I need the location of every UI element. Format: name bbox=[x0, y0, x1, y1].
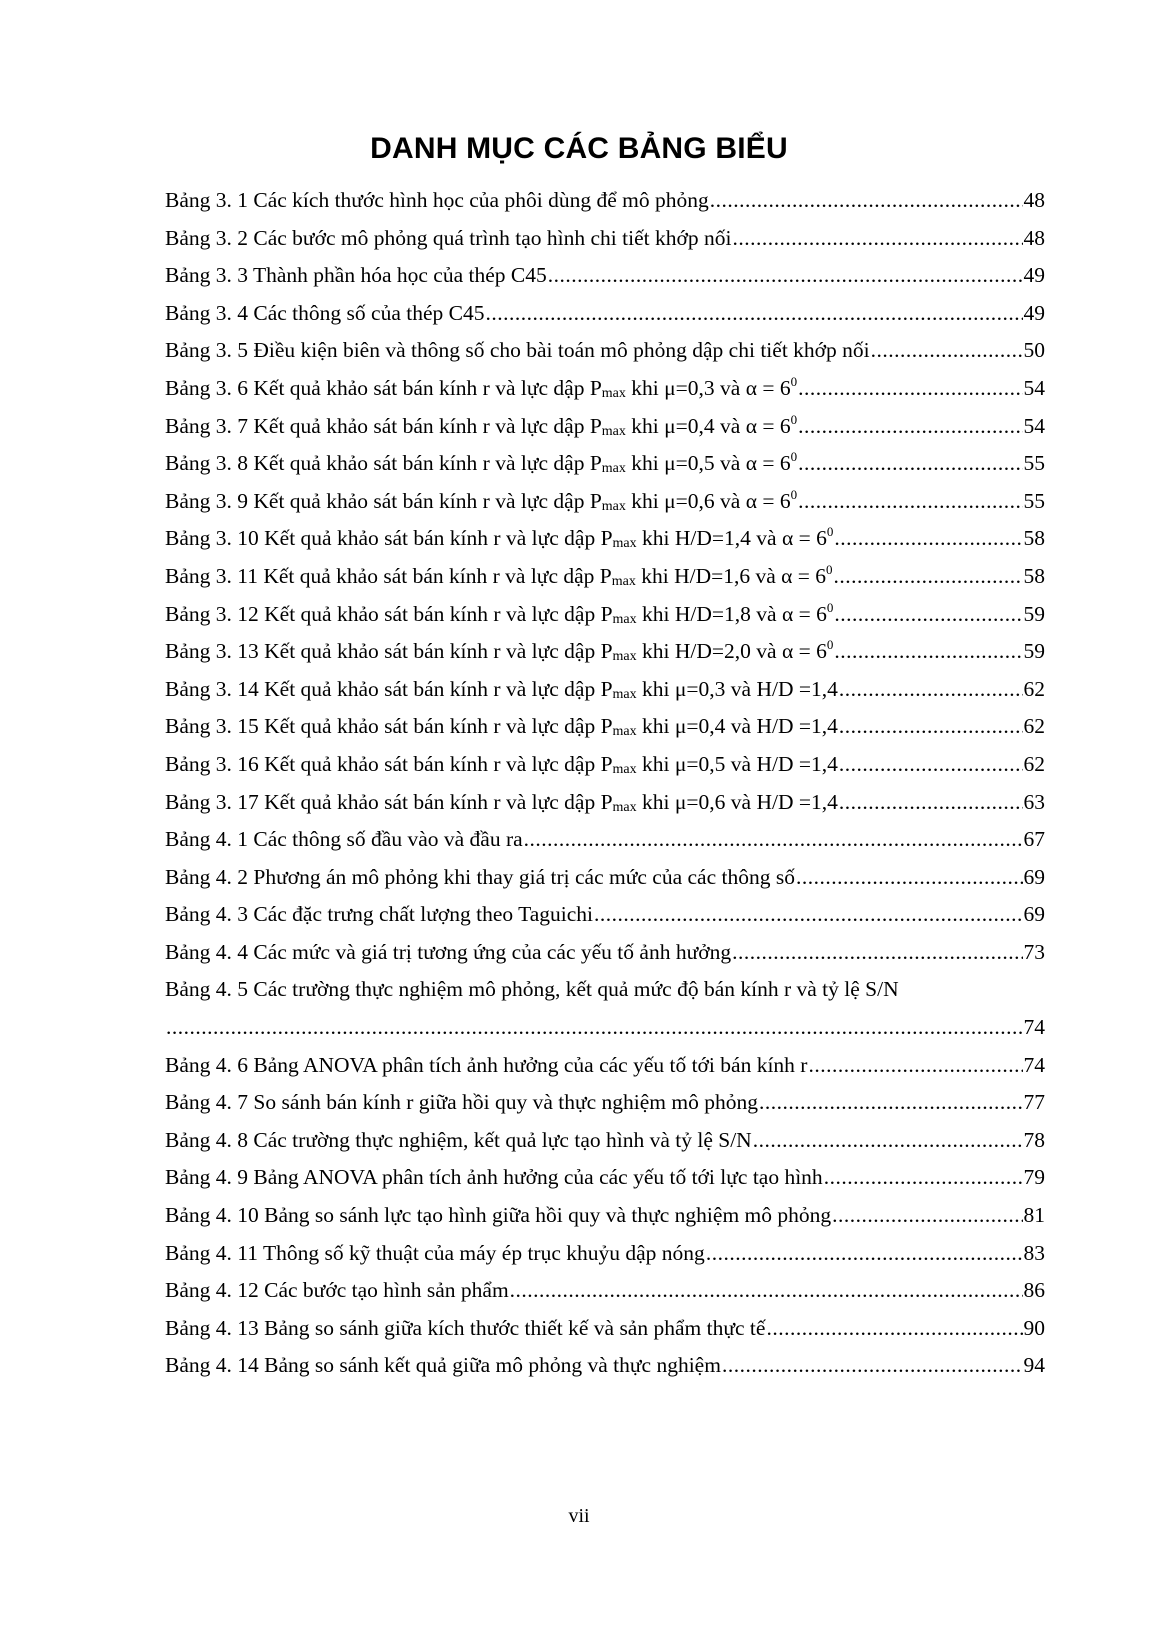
toc-entry[interactable] bbox=[165, 520, 1045, 558]
superscript-degree: 0 bbox=[826, 599, 834, 615]
toc-entry-page: 69 bbox=[1023, 864, 1045, 889]
toc-entry-condition: khi μ=0,6 và H/D =1,4 bbox=[636, 789, 838, 814]
toc-entry[interactable] bbox=[165, 821, 1045, 859]
toc-entry-condition: khi H/D=1,8 và α = 6 bbox=[636, 601, 827, 626]
subscript-max: max bbox=[601, 461, 626, 477]
toc-entry[interactable] bbox=[165, 1235, 1045, 1273]
toc-entry-condition: khi H/D=1,4 và α = 6 bbox=[636, 526, 827, 551]
dot-leader bbox=[798, 370, 1022, 408]
toc-entry-title: Bảng 4. 5 Các trường thực nghiệm mô phỏng, kết quả mức độ bán kính r và tỷ lệ S/N bbox=[165, 977, 899, 1002]
toc-entry-page: 49 bbox=[1023, 300, 1045, 325]
toc-entry[interactable] bbox=[165, 1272, 1045, 1310]
toc-entry-title: Bảng 3. 17 Kết quả khảo sát bán kính r và lực dập P bbox=[165, 789, 613, 814]
dot-leader bbox=[524, 821, 1023, 859]
toc-entry-title: Bảng 4. 14 Bảng so sánh kết quả giữa mô phỏng và thực nghiệm bbox=[165, 1353, 721, 1378]
toc-entry-title: Bảng 3. 12 Kết quả khảo sát bán kính r và lực dập P bbox=[165, 601, 613, 626]
toc-entry-page: 49 bbox=[1023, 263, 1045, 288]
toc-entry-title: Bảng 3. 8 Kết quả khảo sát bán kính r và lực dập P bbox=[165, 451, 602, 476]
dot-leader bbox=[722, 1347, 1023, 1385]
toc-entry-page: 90 bbox=[1023, 1315, 1045, 1340]
toc-entry-title: Bảng 3. 6 Kết quả khảo sát bán kính r và lực dập P bbox=[165, 375, 602, 400]
toc-entry-page: 62 bbox=[1023, 751, 1045, 776]
toc-entry-page: 83 bbox=[1023, 1240, 1045, 1265]
subscript-max: max bbox=[601, 385, 626, 401]
toc-entry-title: Bảng 4. 6 Bảng ANOVA phân tích ảnh hưởng của các yếu tố tới bán kính r bbox=[165, 1052, 808, 1077]
dot-leader bbox=[839, 708, 1023, 746]
toc-entry-page: 54 bbox=[1023, 375, 1045, 400]
dot-leader bbox=[871, 332, 1023, 370]
toc-entry-title: Bảng 4. 9 Bảng ANOVA phân tích ảnh hưởng của các yếu tố tới lực tạo hình bbox=[165, 1165, 823, 1190]
toc-entry-page: 50 bbox=[1023, 338, 1045, 363]
subscript-max: max bbox=[612, 724, 637, 740]
toc-entry-title: Bảng 4. 7 So sánh bán kính r giữa hồi quy và thực nghiệm mô phỏng bbox=[165, 1090, 758, 1115]
toc-entry-condition: khi H/D=1,6 và α = 6 bbox=[635, 563, 827, 588]
toc-entry[interactable] bbox=[165, 633, 1045, 671]
table-list bbox=[165, 182, 1045, 1385]
dot-leader bbox=[808, 1047, 1022, 1085]
toc-entry-page: 77 bbox=[1023, 1090, 1045, 1115]
toc-entry-page: 81 bbox=[1023, 1203, 1045, 1228]
subscript-max: max bbox=[612, 611, 637, 627]
toc-entry[interactable] bbox=[165, 257, 1045, 295]
toc-entry-title: Bảng 4. 13 Bảng so sánh giữa kích thước thiết kế và sản phẩm thực tế bbox=[165, 1315, 766, 1340]
dot-leader bbox=[548, 257, 1023, 295]
toc-entry[interactable] bbox=[165, 408, 1045, 446]
toc-entry-page: 59 bbox=[1023, 639, 1045, 664]
superscript-degree: 0 bbox=[790, 486, 798, 502]
dot-leader bbox=[510, 1272, 1023, 1310]
toc-entry[interactable] bbox=[165, 746, 1045, 784]
toc-entry-title: Bảng 3. 1 Các kích thước hình học của phôi dùng để mô phỏng bbox=[165, 188, 709, 212]
toc-entry-page: 62 bbox=[1023, 714, 1045, 739]
dot-leader bbox=[839, 746, 1023, 784]
dot-leader bbox=[834, 633, 1022, 671]
toc-entry-title: Bảng 4. 11 Thông số kỹ thuật của máy ép trục khuỷu dập nóng bbox=[165, 1240, 705, 1265]
toc-entry-condition: khi μ=0,5 và α = 6 bbox=[625, 451, 791, 476]
toc-entry-page: 74 bbox=[1023, 1015, 1045, 1040]
toc-entry-condition: khi μ=0,3 và H/D =1,4 bbox=[636, 676, 838, 701]
dot-leader bbox=[732, 220, 1022, 258]
toc-entry[interactable] bbox=[165, 784, 1045, 822]
toc-entry[interactable] bbox=[165, 558, 1045, 596]
toc-entry-page: 59 bbox=[1023, 601, 1045, 626]
toc-entry[interactable] bbox=[165, 934, 1045, 972]
toc-entry-page: 67 bbox=[1023, 827, 1045, 852]
toc-entry-title: Bảng 4. 10 Bảng so sánh lực tạo hình giữa hồi quy và thực nghiệm mô phỏng bbox=[165, 1203, 832, 1228]
toc-entry[interactable] bbox=[165, 1047, 1045, 1085]
dot-leader bbox=[834, 558, 1023, 596]
toc-entry[interactable] bbox=[165, 596, 1045, 634]
toc-entry-page: 63 bbox=[1023, 789, 1045, 814]
toc-entry-title: Bảng 3. 13 Kết quả khảo sát bán kính r và lực dập P bbox=[165, 639, 613, 664]
dot-leader bbox=[706, 1235, 1023, 1273]
dot-leader bbox=[732, 934, 1022, 972]
superscript-degree: 0 bbox=[826, 637, 834, 653]
dot-leader bbox=[832, 1197, 1022, 1235]
toc-entry[interactable] bbox=[165, 1159, 1045, 1197]
dot-leader bbox=[710, 182, 1023, 220]
toc-entry[interactable] bbox=[165, 182, 1045, 220]
dot-leader bbox=[798, 483, 1022, 521]
subscript-max: max bbox=[611, 573, 636, 589]
dot-leader bbox=[594, 896, 1022, 934]
toc-entry-condition: khi μ=0,4 và H/D =1,4 bbox=[636, 714, 838, 739]
toc-entry-page: 69 bbox=[1023, 902, 1045, 927]
dot-leader bbox=[834, 520, 1022, 558]
dot-leader bbox=[798, 445, 1022, 483]
toc-entry-page: 86 bbox=[1023, 1278, 1045, 1303]
subscript-max: max bbox=[612, 761, 637, 777]
toc-entry-page: 58 bbox=[1023, 563, 1045, 588]
toc-entry-title: Bảng 3. 7 Kết quả khảo sát bán kính r và lực dập P bbox=[165, 413, 602, 438]
toc-entry[interactable] bbox=[165, 332, 1045, 370]
toc-entry[interactable] bbox=[165, 896, 1045, 934]
toc-entry[interactable] bbox=[165, 370, 1045, 408]
toc-entry[interactable] bbox=[165, 1084, 1045, 1122]
toc-entry-page: 55 bbox=[1023, 451, 1045, 476]
toc-entry-title: Bảng 4. 8 Các trường thực nghiệm, kết quả lực tạo hình và tỷ lệ S/N bbox=[165, 1127, 752, 1152]
page-title: DANH MỤC CÁC BẢNG BIỂU bbox=[370, 132, 788, 165]
toc-entry-title: Bảng 4. 3 Các đặc trưng chất lượng theo Taguichi bbox=[165, 902, 594, 927]
superscript-degree: 0 bbox=[826, 561, 833, 577]
toc-entry[interactable] bbox=[165, 671, 1045, 709]
toc-entry-title: Bảng 3. 2 Các bước mô phỏng quá trình tạo hình chi tiết khớp nối bbox=[165, 225, 732, 250]
toc-entry-title: Bảng 3. 16 Kết quả khảo sát bán kính r và lực dập P bbox=[165, 751, 613, 776]
toc-entry-page: 54 bbox=[1023, 413, 1045, 438]
subscript-max: max bbox=[612, 536, 637, 552]
toc-entry-page: 73 bbox=[1023, 939, 1045, 964]
subscript-max: max bbox=[612, 649, 637, 665]
toc-entry[interactable] bbox=[165, 971, 1045, 1046]
toc-entry-title: Bảng 3. 10 Kết quả khảo sát bán kính r và lực dập P bbox=[165, 526, 613, 551]
superscript-degree: 0 bbox=[790, 449, 798, 465]
dot-leader bbox=[753, 1122, 1023, 1160]
toc-entry-title: Bảng 3. 14 Kết quả khảo sát bán kính r và lực dập P bbox=[165, 676, 613, 701]
toc-entry-title: Bảng 4. 4 Các mức và giá trị tương ứng của các yếu tố ảnh hưởng bbox=[165, 939, 732, 964]
toc-entry-title: Bảng 3. 4 Các thông số của thép C45 bbox=[165, 300, 485, 325]
toc-entry-title: Bảng 3. 15 Kết quả khảo sát bán kính r và lực dập P bbox=[165, 714, 613, 739]
page-number: vii bbox=[568, 1505, 590, 1527]
toc-entry-title: Bảng 3. 3 Thành phần hóa học của thép C45 bbox=[165, 263, 547, 288]
toc-entry-page: 79 bbox=[1023, 1165, 1045, 1190]
toc-entry[interactable] bbox=[165, 1347, 1045, 1385]
toc-entry-title: Bảng 4. 12 Các bước tạo hình sản phẩm bbox=[165, 1278, 509, 1303]
superscript-degree: 0 bbox=[790, 411, 798, 427]
dot-leader bbox=[839, 671, 1023, 709]
toc-entry[interactable] bbox=[165, 859, 1045, 897]
subscript-max: max bbox=[612, 799, 637, 815]
toc-entry[interactable] bbox=[165, 483, 1045, 521]
toc-entry[interactable] bbox=[165, 445, 1045, 483]
toc-entry[interactable] bbox=[165, 295, 1045, 333]
toc-entry-condition: khi H/D=2,0 và α = 6 bbox=[636, 639, 827, 664]
dot-leader bbox=[166, 1009, 1023, 1047]
dot-leader bbox=[796, 859, 1023, 897]
dot-leader bbox=[766, 1310, 1022, 1348]
subscript-max: max bbox=[601, 498, 626, 514]
dot-leader bbox=[839, 784, 1023, 822]
superscript-degree: 0 bbox=[790, 373, 798, 389]
toc-entry-page: 48 bbox=[1023, 188, 1045, 212]
toc-entry-page: 55 bbox=[1023, 488, 1045, 513]
dot-leader bbox=[824, 1159, 1023, 1197]
subscript-max: max bbox=[601, 423, 626, 439]
toc-entry-condition: khi μ=0,5 và H/D =1,4 bbox=[636, 751, 838, 776]
toc-entry-page: 74 bbox=[1023, 1052, 1045, 1077]
toc-entry-condition: khi μ=0,3 và α = 6 bbox=[625, 375, 791, 400]
toc-entry-page: 62 bbox=[1023, 676, 1045, 701]
toc-entry[interactable] bbox=[165, 1122, 1045, 1160]
toc-entry-page: 48 bbox=[1023, 225, 1045, 250]
dot-leader bbox=[798, 408, 1022, 446]
toc-entry-page: 94 bbox=[1023, 1353, 1045, 1378]
superscript-degree: 0 bbox=[826, 524, 834, 540]
dot-leader bbox=[485, 295, 1022, 333]
toc-entry[interactable] bbox=[165, 1197, 1045, 1235]
toc-entry-title: Bảng 3. 5 Điều kiện biên và thông số cho bài toán mô phỏng dập chi tiết khớp nối bbox=[165, 338, 870, 363]
toc-entry[interactable] bbox=[165, 220, 1045, 258]
toc-entry-condition: khi μ=0,6 và α = 6 bbox=[625, 488, 791, 513]
toc-entry[interactable] bbox=[165, 1310, 1045, 1348]
toc-entry-page: 58 bbox=[1023, 526, 1045, 551]
dot-leader bbox=[834, 596, 1022, 634]
toc-entry-condition: khi μ=0,4 và α = 6 bbox=[625, 413, 791, 438]
subscript-max: max bbox=[612, 686, 637, 702]
toc-entry-title: Bảng 4. 1 Các thông số đầu vào và đầu ra bbox=[165, 827, 523, 852]
toc-entry[interactable] bbox=[165, 708, 1045, 746]
toc-entry-title: Bảng 4. 2 Phương án mô phỏng khi thay giá trị các mức của các thông số bbox=[165, 864, 795, 889]
toc-entry-title: Bảng 3. 11 Kết quả khảo sát bán kính r và lực dập P bbox=[165, 563, 612, 588]
dot-leader bbox=[759, 1084, 1023, 1122]
toc-entry-title: Bảng 3. 9 Kết quả khảo sát bán kính r và lực dập P bbox=[165, 488, 602, 513]
toc-entry-page: 78 bbox=[1023, 1127, 1045, 1152]
